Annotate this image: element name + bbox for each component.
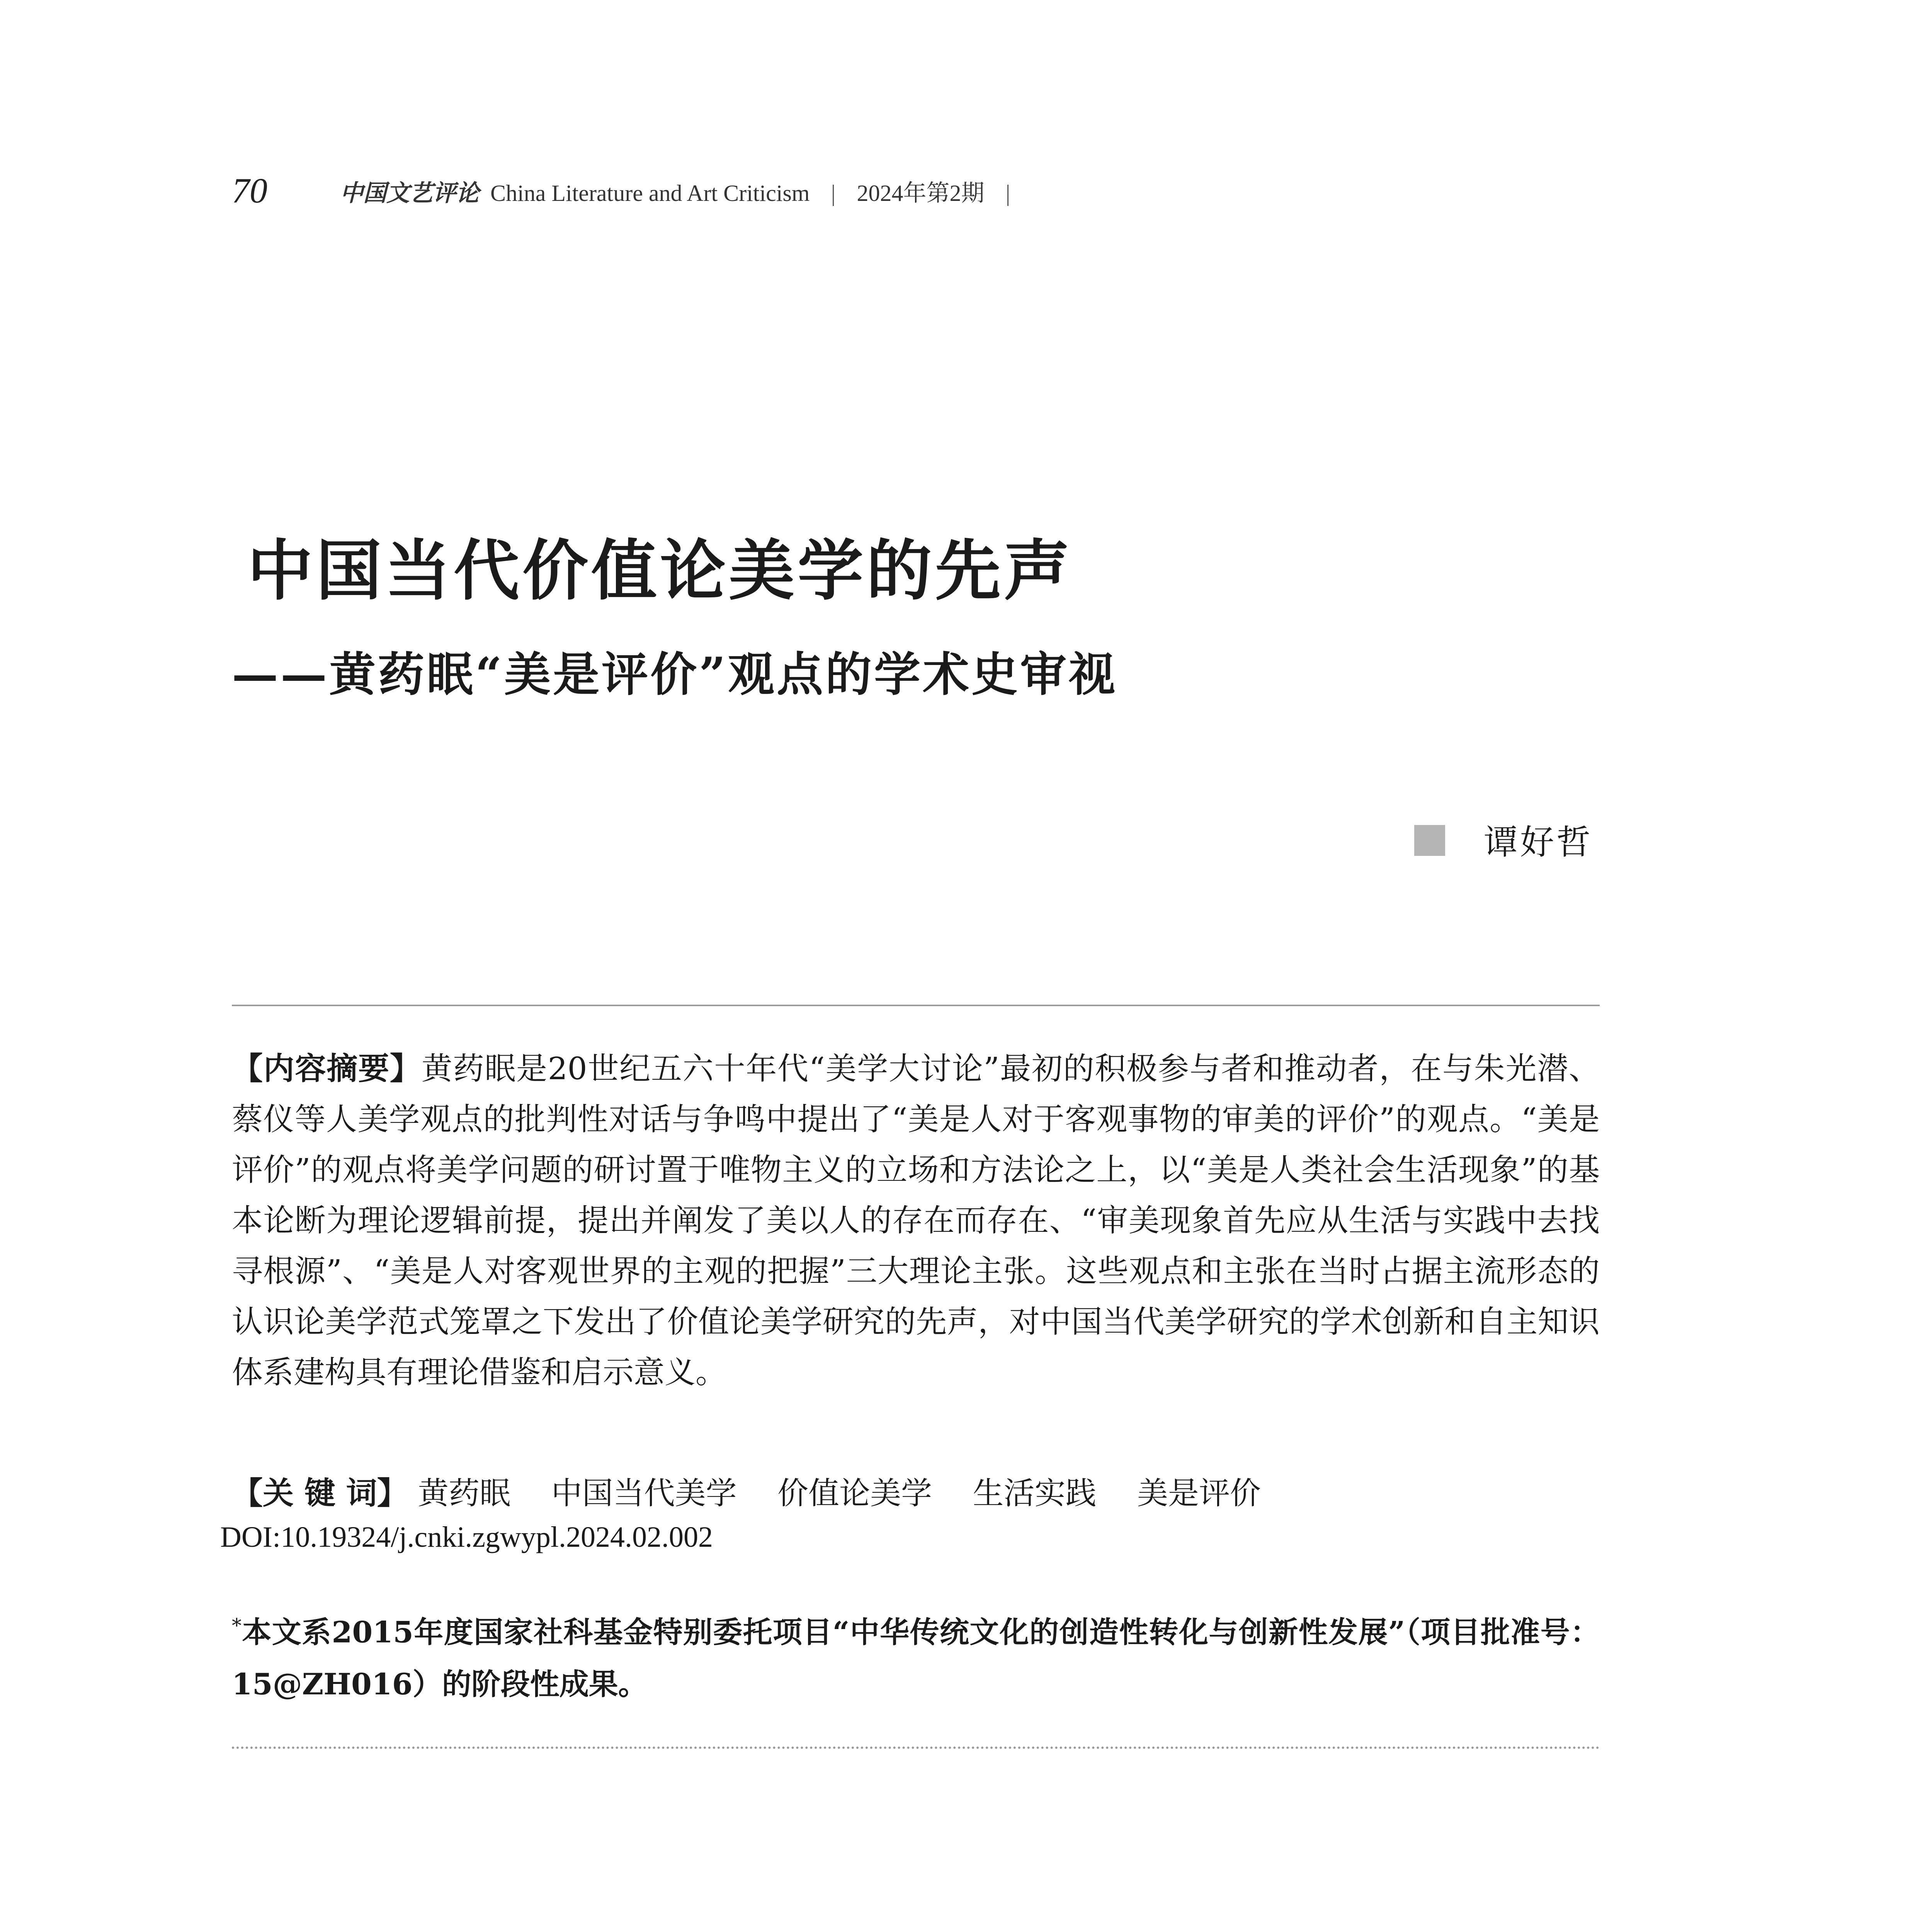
keywords-label: 【关 键 词】 xyxy=(232,1475,408,1511)
funding-text: 本文系2015年度国家社科基金特别委托项目“中华传统文化的创造性转化与创新性发展”（项目批准号：15@ZH016）的阶段性成果。 xyxy=(232,1615,1600,1702)
body-paragraph xyxy=(232,1924,1600,1932)
keyword: 价值论美学 xyxy=(777,1475,932,1511)
keywords xyxy=(232,1468,1292,1513)
header-divider: | xyxy=(1005,180,1010,206)
abstract-top-divider xyxy=(232,1005,1600,1006)
journal-name-en: China Literature and Art Criticism xyxy=(490,180,810,206)
funding-note xyxy=(232,1600,1600,1710)
journal-issue: 2024年第2期 xyxy=(857,180,985,206)
abstract xyxy=(232,1043,1600,1398)
page-number: 70 xyxy=(232,171,267,210)
article-subtitle: ——黄药眠“美是评价”观点的学术史审视 xyxy=(232,647,1118,702)
keyword: 中国当代美学 xyxy=(551,1475,737,1511)
funding-marker: * xyxy=(232,1614,242,1637)
article-title: 中国当代价值论美学的先声 xyxy=(247,532,1073,609)
abstract-text: 黄药眠是20世纪五六十年代“美学大讨论”最初的积极参与者和推动者，在与朱光潜、蔡仪等人美学观点的批判性对话与争鸣中提出了“美是人对于客观事物的审美的评价”的观点。“美是评价”的观点将美学问题的研讨置于唯物主义的立场和方法论之上，以“美是人类社会生活现象”的基本论断为理论逻辑前提，提出并阐发了美以人的存在而存在、“审美现象首先应从生活与实践中去找寻根源”、“美是人对客观世界的主观的把握”三大理论主张。这些观点和主张在当时占据主流形态的认识论美学范式笼罩之下发出了价值论美学研究的先声，对中国当代美学研究的学术创新和自主知识体系建构具有理论借鉴和启示意义。 xyxy=(232,1051,1600,1390)
header-divider: | xyxy=(831,180,836,206)
journal-header xyxy=(340,175,1026,208)
author-name: 谭好哲 xyxy=(1484,822,1593,862)
front-matter-divider xyxy=(232,1747,1600,1749)
abstract-label: 【内容摘要】 xyxy=(232,1051,422,1087)
keyword: 生活实践 xyxy=(973,1475,1097,1511)
journal-name-cn: 中国文艺评论 xyxy=(340,180,479,206)
keyword: 美是评价 xyxy=(1137,1475,1261,1511)
author-square-icon xyxy=(1414,825,1445,856)
doi: DOI:10.19324/j.cnki.zgwypl.2024.02.002 xyxy=(220,1521,713,1553)
keyword: 黄药眠 xyxy=(418,1475,511,1511)
